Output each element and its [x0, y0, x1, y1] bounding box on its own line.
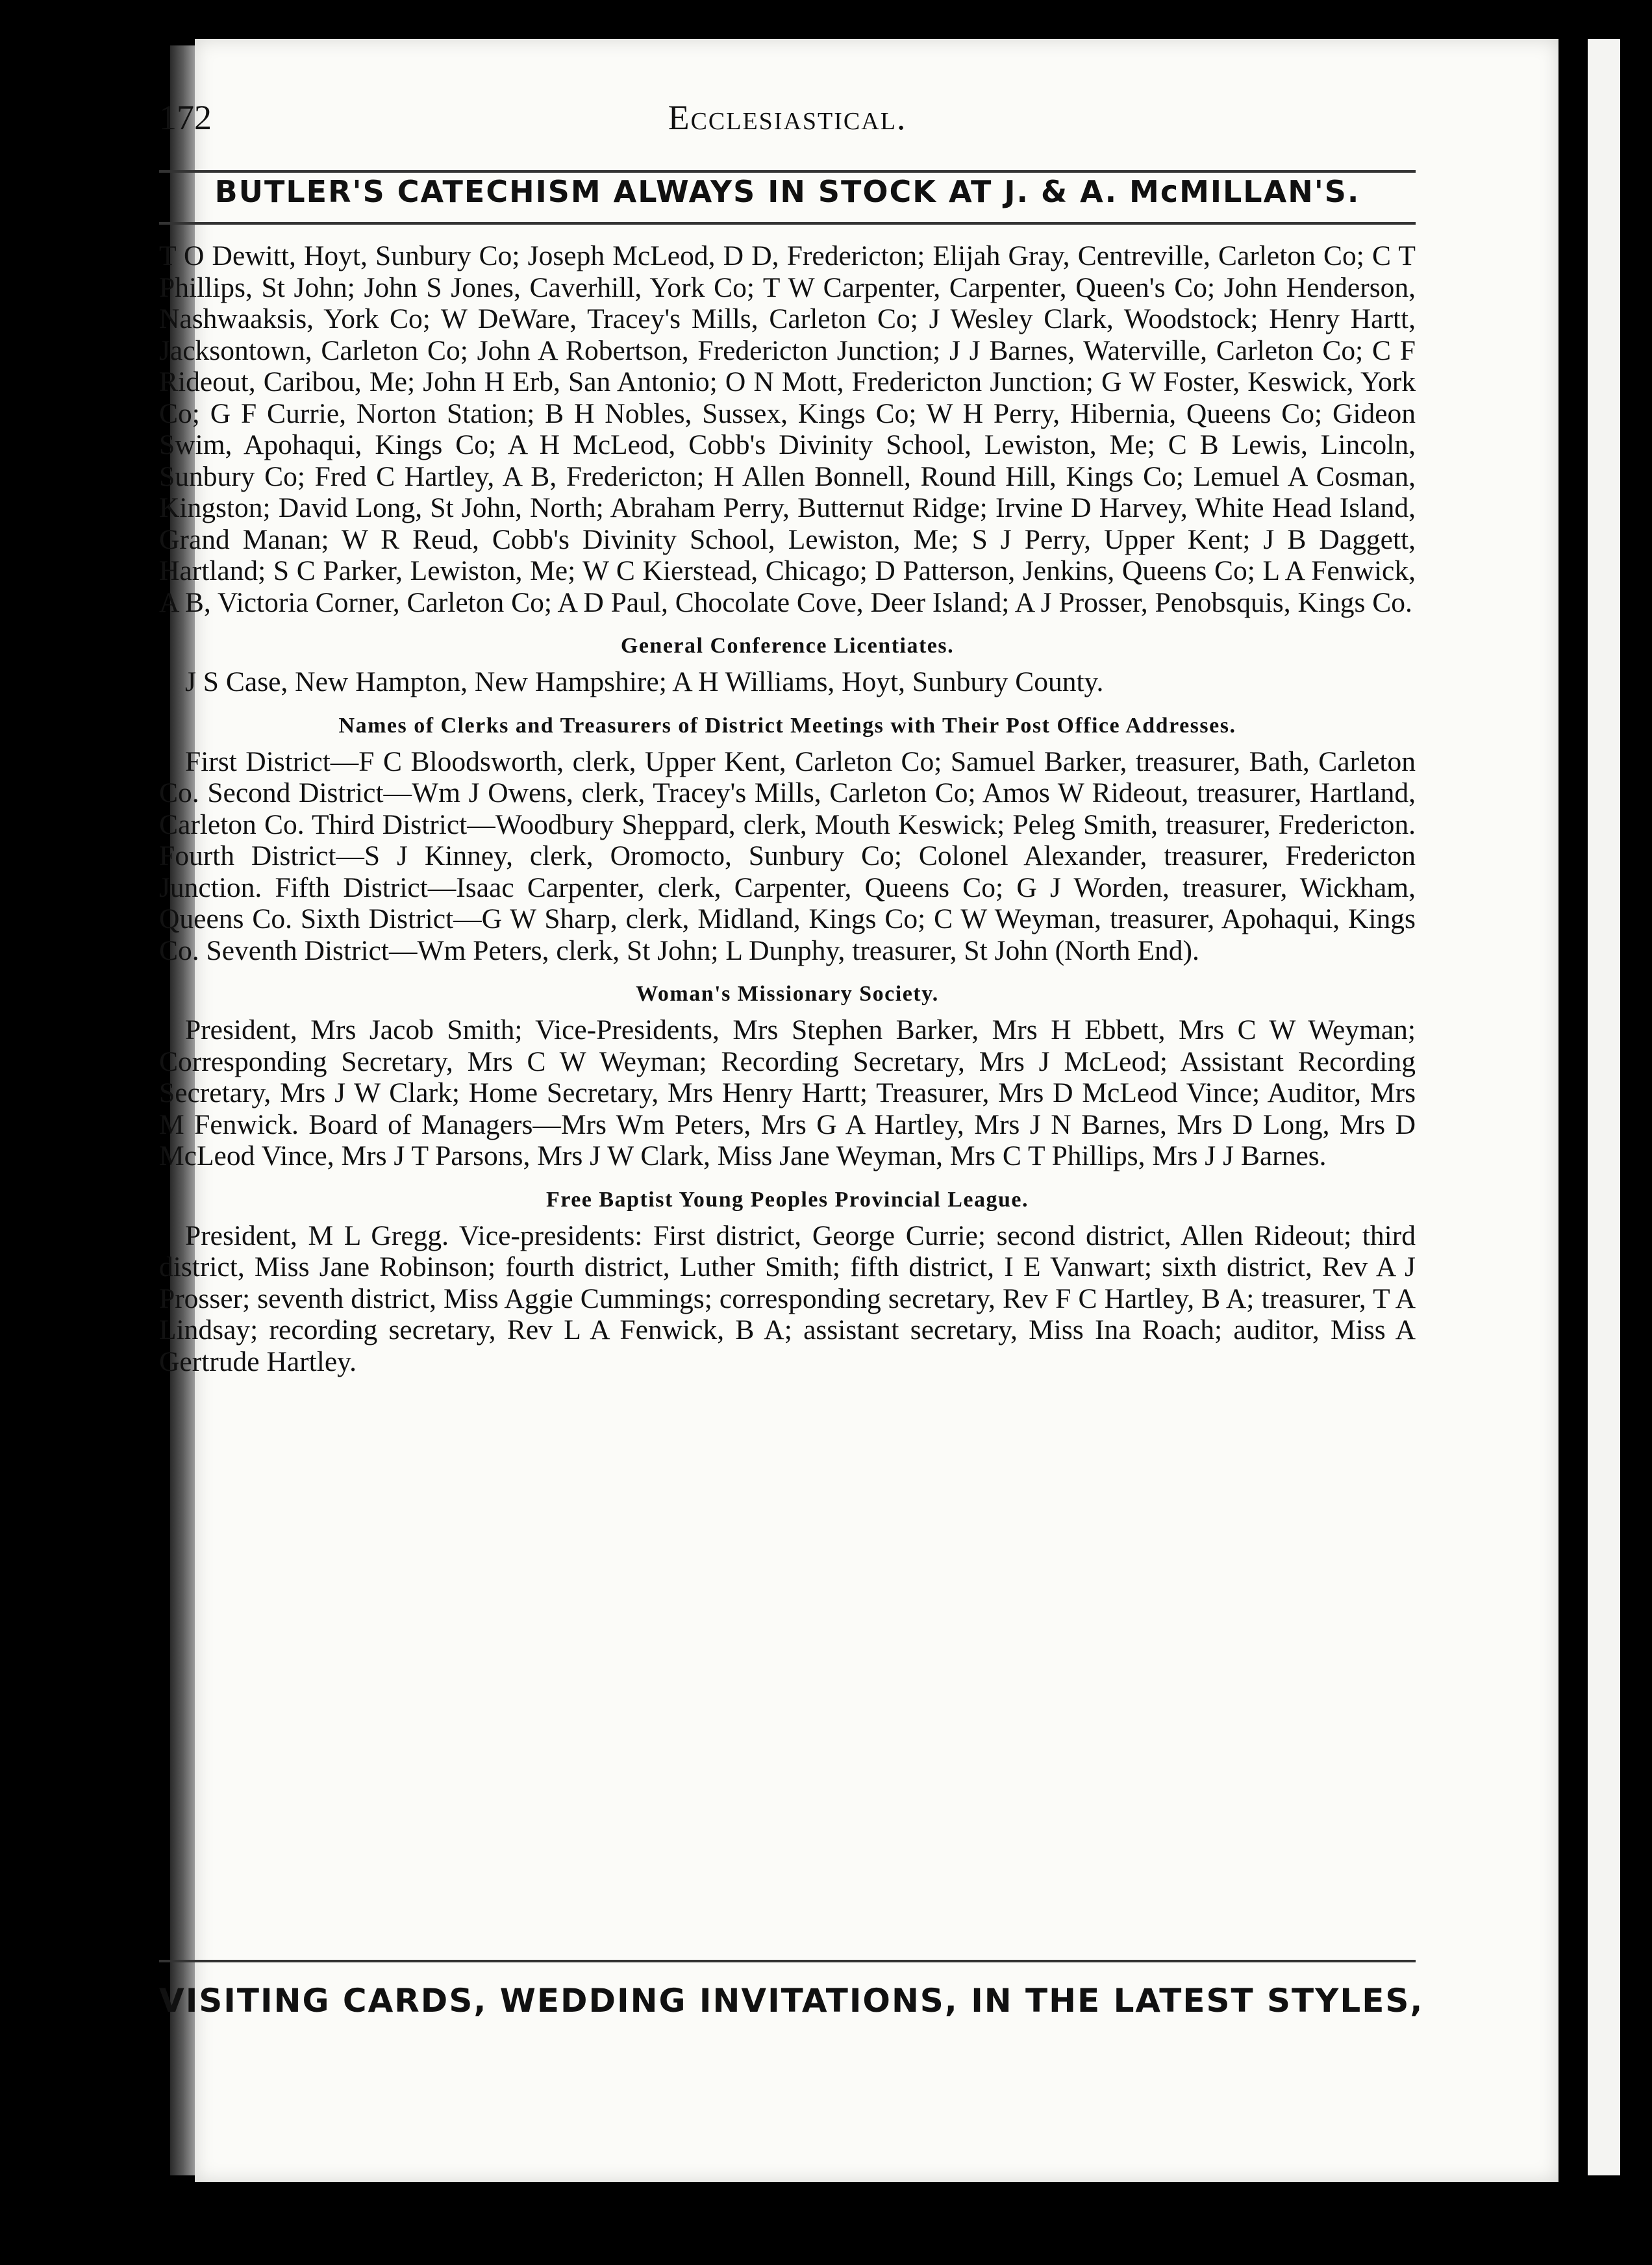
bottom-rule: [159, 1960, 1416, 1962]
section-heading-clerks-treasurers: Names of Clerks and Treasurers of District Meetings with Their Post Office Addresses.: [338, 713, 1236, 738]
clerks-treasurers-text: First District—F C Bloodsworth, clerk, Upper Kent, Carleton Co; Samuel Barker, treasurer, Bath, Carleton Co. Second District—Wm J Owens, clerk, Tracey's Mills, Carleton Co; Amos W Rideout, treasurer, Hartland, Carleton Co. Third District—Woodbury Sheppard, clerk, Mouth Keswick; Peleg Smith, treasurer, Fredericton. Fourth District—S J Kinney, clerk, Oromocto, Sunbury Co; Colonel Alexander, treasurer, Fredericton Junction. Fifth District—Isaac Carpenter, clerk, Carpenter, Queens Co; G J Worden, treasurer, Wickham, Queens Co. Sixth District—G W Sharp, clerk, Midland, Kings Co; C W Weyman, treasurer, Apohaqui, Kings Co. Seventh District—Wm Peters, clerk, St John; L Dunphy, treasurer, St John (North End).: [159, 745, 1416, 966]
section-heading-young-peoples-league: Free Baptist Young Peoples Provincial League.: [545, 1187, 1029, 1212]
page-number: 172: [159, 98, 212, 137]
page-header: [159, 52, 1416, 137]
womans-missionary-text: President, Mrs Jacob Smith; Vice-Presidents, Mrs Stephen Barker, Mrs H Ebbett, Mrs C W Weyman; Corresponding Secretary, Mrs C W Weyman; Recording Secretary, Mrs J McLeod; Assistant Recording Secretary, Mrs J W Clark; Home Secretary, Mrs Henry Hartt; Treasurer, Mrs D McLeod Vince; Auditor, Mrs M Fenwick. Board of Managers—Mrs Wm Peters, Mrs G A Hartley, Mrs J N Barnes, Mrs D Long, Mrs D McLeod Vince, Mrs J T Parsons, Mrs J W Clark, Miss Jane Weyman, Mrs C T Phillips, Mrs J J Barnes.: [159, 1014, 1416, 1171]
running-head: Ecclesiastical.: [668, 98, 907, 137]
young-peoples-league-text: President, M L Gregg. Vice-presidents: First district, George Currie; second district, Allen Rideout; third district, Miss Jane Robinson; fourth district, Luther Smith; fifth district, I E Vanwart; sixth district, Rev A J Prosser; seventh district, Miss Aggie Cummings; corresponding secretary, Rev F C Hartley, B A; treasurer, T A Lindsay; recording secretary, Rev L A Fenwick, B A; assistant secretary, Miss Ina Roach; auditor, Miss A Gertrude Hartley.: [159, 1220, 1416, 1377]
ministers-list: T O Dewitt, Hoyt, Sunbury Co; Joseph McLeod, D D, Fredericton; Elijah Gray, Centreville, Carleton Co; C T Phillips, St John; John S Jones, Caverhill, York Co; T W Carpenter, Carpenter, Queen's Co; John Henderson, Nashwaaksis, York Co; W DeWare, Tracey's Mills, Carleton Co; J Wesley Clark, Woodstock; Henry Hartt, Jacksontown, Carleton Co; John A Robertson, Fredericton Junction; J J Barnes, Waterville, Carleton Co; C F Rideout, Caribou, Me; John H Erb, San Antonio; O N Mott, Fredericton Junction; G W Foster, Keswick, York Co; G F Currie, Norton Station; B H Nobles, Sussex, Kings Co; W H Perry, Hibernia, Queens Co; Gideon Swim, Apohaqui, Kings Co; A H McLeod, Cobb's Divinity School, Lewiston, Me; C B Lewis, Lincoln, Sunbury Co; Fred C Hartley, A B, Fredericton; H Allen Bonnell, Round Hill, Kings Co; Lemuel A Cosman, Kingston; David Long, St John, North; Abraham Perry, Butternut Ridge; Irvine D Harvey, White Head Island, Grand Manan; W R Reud, Cobb's Divinity School, Lewiston, Me; S J Perry, Upper Kent; J B Daggett, Hartland; S C Parker, Lewiston, Me; W C Kierstead, Chicago; D Patterson, Jenkins, Queens Co; L A Fenwick, A B, Victoria Corner, Carleton Co; A D Paul, Chocolate Cove, Deer Island; A J Prosser, Penobsquis, Kings Co.: [159, 240, 1416, 618]
bottom-banner: VISITING CARDS, WEDDING INVITATIONS, IN THE LATEST STYLES,: [159, 1982, 1424, 2020]
header-rule: [159, 170, 1416, 173]
top-banner: BUTLER'S CATECHISM ALWAYS IN STOCK AT J. & A. McMILLAN'S.: [214, 174, 1360, 209]
licentiates-text: J S Case, New Hampton, New Hampshire; A H Williams, Hoyt, Sunbury County.: [185, 666, 1104, 697]
document-body: [159, 240, 1416, 1377]
top-banner-rule: [159, 222, 1416, 225]
section-heading-womans-missionary: Woman's Missionary Society.: [636, 982, 939, 1006]
section-heading-licentiates: General Conference Licentiates.: [620, 634, 955, 658]
facing-page-edge: [1588, 39, 1620, 2175]
